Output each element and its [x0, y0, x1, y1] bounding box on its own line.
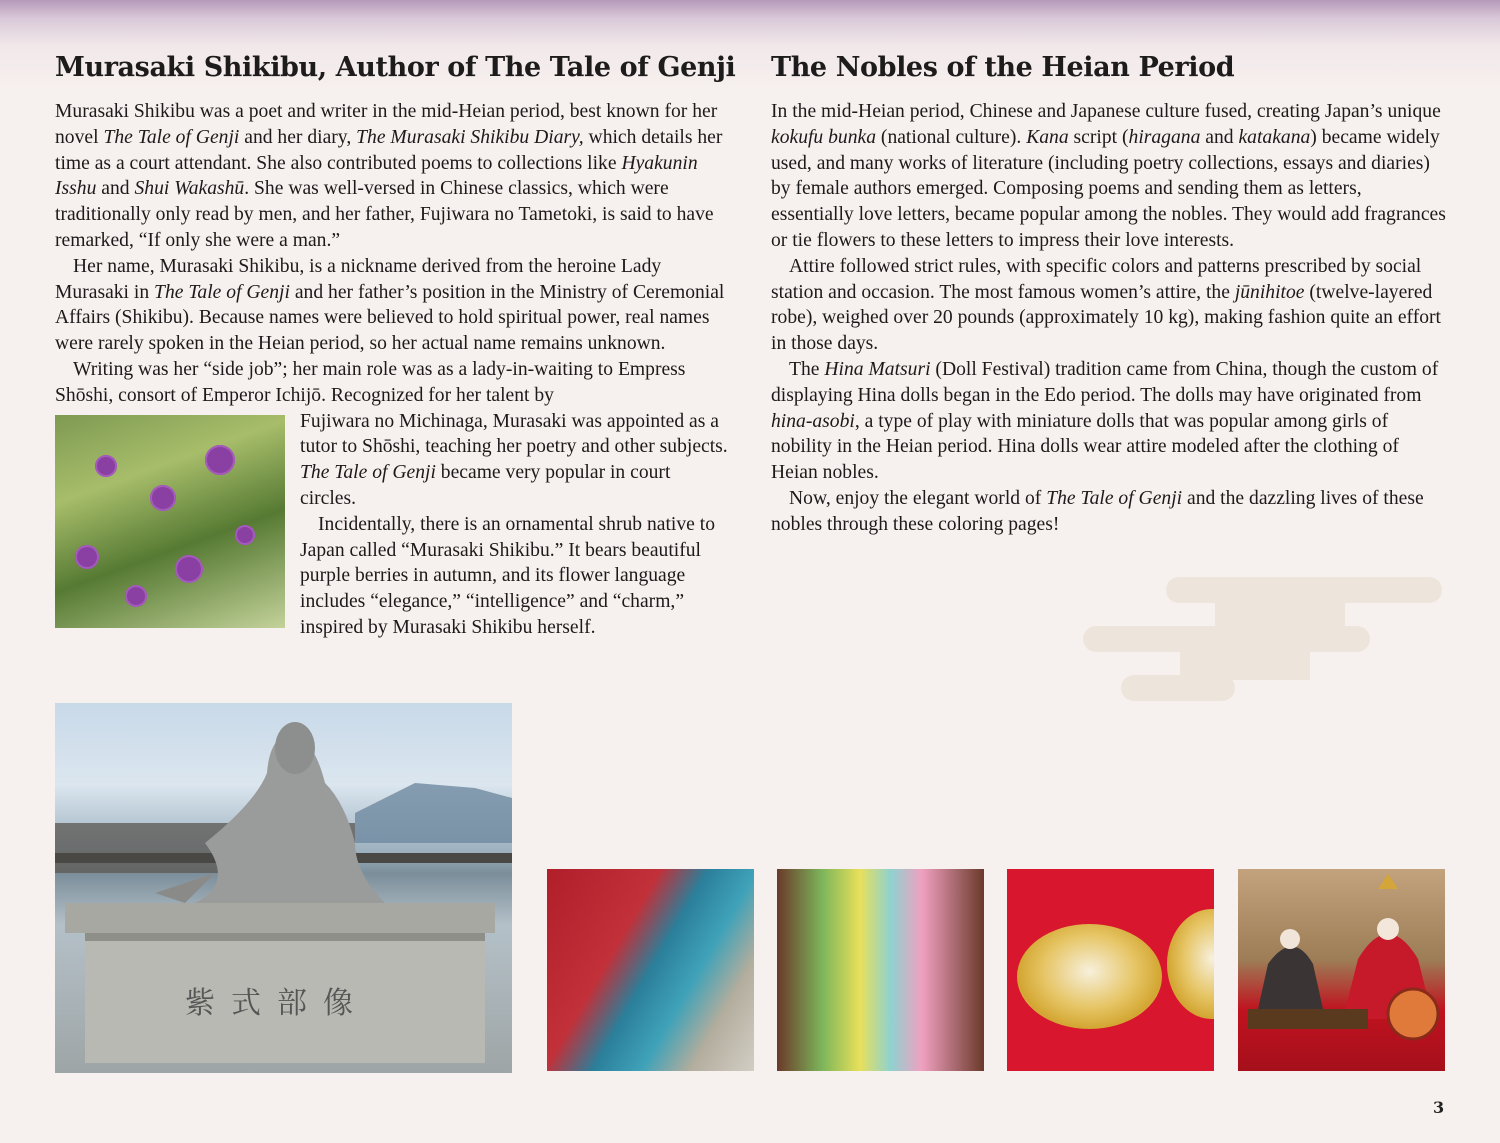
text: which details her time as a court attendant. She also contributed poems to collections like — [55, 126, 723, 174]
left-column-title: Murasaki Shikibu, Author of The Tale of Genji — [55, 52, 736, 83]
italic-term: kokufu bunka — [771, 126, 877, 148]
italic-term: jūnihitoe — [1234, 281, 1305, 303]
text: Attire followed strict rules, with specific colors and patterns prescribed by social station and occasion. The most famous women’s attire, the — [771, 255, 1422, 303]
text: Fujiwara no Michinaga, Murasaki was appointed as a tutor to Shōshi, teaching her poetry and other subjects. — [300, 410, 728, 458]
right-column-text — [771, 99, 1447, 538]
text: script ( — [1068, 126, 1129, 148]
text: The — [789, 358, 825, 380]
berry-cluster — [205, 445, 235, 475]
italic-title: Hyakunin Isshu — [55, 152, 698, 200]
junihitoe-robe-photo — [777, 869, 984, 1071]
right-column-title: The Nobles of the Heian Period — [771, 52, 1235, 83]
text: . She was well-versed in Chinese classics, which were traditionally only read by men, and her father, Fujiwara no Tametoki, is said to have remarked, “If only she were a man.” — [55, 178, 714, 251]
text: and — [1200, 126, 1239, 148]
right-paragraph-2 — [771, 254, 1447, 357]
hina-dolls-illustration — [1238, 869, 1445, 1071]
berry-cluster — [125, 585, 147, 607]
left-paragraph-1 — [55, 99, 731, 254]
berry-cluster — [95, 455, 117, 477]
italic-title: The Tale of Genji — [103, 126, 240, 148]
text: , a type of play with miniature dolls that was popular among girls of nobility in the Heian period. Hina dolls wear attire modeled after the clothing of Heian nobles. — [771, 410, 1399, 484]
murasaki-statue-photo — [55, 703, 512, 1073]
italic-term: katakana — [1238, 126, 1311, 148]
text: Her name, Murasaki Shikibu, is a nickname derived from the heroine Lady Murasaki in — [55, 255, 662, 303]
berry-cluster — [150, 485, 176, 511]
painted-shell — [1017, 924, 1162, 1029]
hina-dolls-photo — [1238, 869, 1445, 1071]
italic-term: hina-asobi — [771, 410, 855, 432]
text: (national culture). — [876, 126, 1027, 148]
text: In the mid-Heian period, Chinese and Japanese culture fused, creating Japan’s unique — [771, 101, 1441, 122]
text: became very popular in court circles. — [300, 462, 671, 509]
text: Now, enjoy the elegant world of — [789, 487, 1047, 509]
painted-shells-photo — [1007, 869, 1214, 1071]
statue-illustration — [55, 703, 512, 1073]
right-paragraph-4 — [771, 486, 1447, 538]
text: and her diary, — [239, 126, 357, 148]
statue-plaque-text: 紫式部像 — [185, 986, 369, 1021]
heian-attire-procession-photo — [547, 869, 754, 1071]
text: and — [96, 178, 135, 200]
cloud-motif-bar — [1121, 675, 1235, 701]
text: and the dazzling lives of these nobles through these coloring pages! — [771, 487, 1424, 535]
cloud-motif-bar — [1083, 626, 1370, 652]
right-paragraph-3 — [771, 357, 1447, 486]
italic-title: Shui Wakashū — [134, 178, 245, 200]
painted-shell — [1167, 909, 1214, 1019]
italic-title: The Tale of Genji — [154, 281, 290, 303]
text: Murasaki Shikibu was a poet and writer in the mid-Heian period, best known for her novel — [55, 101, 718, 148]
italic-term: Hina Matsuri — [824, 358, 931, 380]
berry-cluster — [75, 545, 99, 569]
page-number: 3 — [1433, 1098, 1445, 1117]
text: ) became widely used, and many works of literature (including poetry collections, essays and diaries) by female authors emerged. Composing poems and sending them as letters, essentially love letters, became popular among the nobles. They would add fragrances or tie flowers to these letters to impress their love interests. — [771, 126, 1446, 251]
cloud-motif-bar — [1166, 577, 1442, 603]
italic-title: The Tale of Genji — [300, 462, 436, 484]
text: and her father’s position in the Ministry of Ceremonial Affairs (Shikibu). Because names were believed to hold spiritual power, real names were rarely spoken in the Heian period, so her actual name remains unknown. — [55, 281, 725, 355]
left-paragraph-4: Incidentally, there is an ornamental shrub native to Japan called “Murasaki Shikibu.” It bears beautiful purple berries in autumn, and its flower language includes “elegance,” “intelligence” and “charm,” inspired by Murasaki Shikibu herself. — [300, 513, 716, 638]
italic-title: The Tale of Genji — [1046, 487, 1183, 509]
left-column-text — [55, 99, 731, 641]
italic-term: hiragana — [1128, 126, 1201, 148]
text: (Doll Festival) tradition came from China, though the custom of displaying Hina dolls began in the Edo period. The dolls may have originated from — [771, 358, 1439, 406]
right-paragraph-1 — [771, 99, 1447, 254]
berry-cluster — [175, 555, 203, 583]
left-paragraph-3: Writing was her “side job”; her main role was as a lady-in-waiting to Empress Shōshi, consort of Emperor Ichijō. Recognized for her talent by — [55, 358, 686, 406]
italic-title: The Murasaki Shikibu Diary, — [356, 126, 584, 148]
text: (twelve-layered robe), weighed over 20 pounds (approximately 10 kg), making fashion quite an effort in those days. — [771, 281, 1442, 355]
italic-term: Kana — [1026, 126, 1069, 148]
beautyberry-photo — [55, 415, 285, 628]
left-paragraph-2 — [55, 254, 731, 357]
berry-cluster — [235, 525, 255, 545]
